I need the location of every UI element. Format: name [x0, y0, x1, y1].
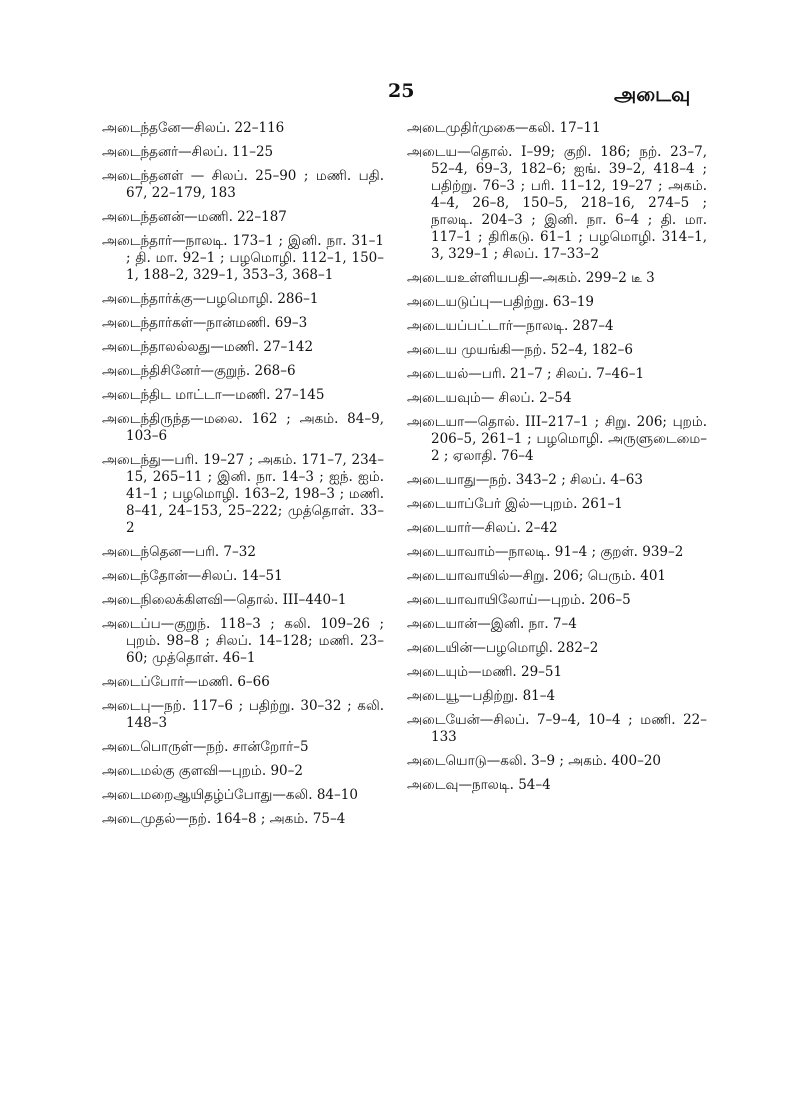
running-head: அடைவு [614, 82, 691, 106]
index-entry: அடைபு—நற். 117–6 ; பதிற்று. 30–32 ; கலி. 148–3 [102, 698, 384, 731]
index-entry: அடையாவாயிலோய்—புறம். 206–5 [407, 592, 631, 608]
index-entry: அடைமுதல்—நற். 164–8 ; அகம். 75–4 [102, 811, 346, 827]
index-entry: அடைந்தனள் — சிலப். 25–90 ; மணி. பதி. 67, 22–179, 183 [102, 168, 384, 201]
index-entry: அடைப்ப—குறுந். 118–3 ; கலி. 109–26 ; புறம். 98–8 ; சிலப். 14–128; மணி. 23–60; முத்தொள். 46–1 [102, 616, 384, 666]
index-entry: அடைபொருள்—நற். சான்றோர்–5 [102, 739, 309, 755]
index-entry: அடைந்தார்கள்—நான்மணி. 69–3 [102, 315, 308, 331]
index-entry: அடையஉள்ளியபதி—அகம். 299–2 டீ 3 [407, 270, 655, 286]
index-entry: அடைய—தொல். I–99; குறி. 186; நற். 23–7, 52–4, 69–3, 182–6; ஐங். 39–2, 418–4 ; பதிற்று. 76–3 ; பரி. 11–12, 19–27 ; அகம். 4–4, 26–8, 150–5, 218–16, 274–5 ; நாலடி. 204–3 ; இனி. நா. 6–4 ; தி. மா. 117–1 ; திரிகடு. 61–1 ; பழமொழி. 314–1, 3, 329–1 ; சிலப். 17–33–2 [407, 144, 707, 262]
index-entry: அடைந்தார்—நாலடி. 173–1 ; இனி. நா. 31–1 ; தி. மா. 92–1 ; பழமொழி. 112–1, 150–1, 188–2, 329–1, 353–3, 368–1 [102, 233, 384, 283]
index-entry: அடைவு—நாலடி. 54–4 [407, 777, 551, 793]
index-entry: அடைமுதிர்முகை—கலி. 17–11 [407, 120, 601, 136]
index-entry: அடைமறைஆயிதழ்ப்போது—கலி. 84–10 [102, 787, 358, 803]
index-entry: அடையா—தொல். III–217–1 ; சிறு. 206; புறம். 206–5, 261–1 ; பழமொழி. அருளுடைமை–2 ; ஏலாதி. 76–4 [407, 414, 707, 464]
index-entry: அடையாப்பேர் இல்—புறம். 261–1 [407, 496, 623, 512]
index-entry: அடையின்—பழமொழி. 282–2 [407, 640, 599, 656]
index-entry: அடையப்பட்டார்—நாலடி. 287–4 [407, 318, 614, 334]
index-entry: அடையல்—பரி. 21–7 ; சிலப். 7–46–1 [407, 366, 645, 382]
right-column [407, 120, 707, 801]
index-entry: அடையாவாயில்—சிறு. 206; பெரும். 401 [407, 568, 667, 584]
index-entry: அடைந்திட மாட்டா—மணி. 27–145 [102, 387, 325, 403]
index-entry: அடைந்தோன்—சிலப். 14–51 [102, 568, 283, 584]
index-entry: அடையான்—இனி. நா. 7–4 [407, 616, 577, 632]
index-entry: அடைந்தார்க்கு—பழமொழி. 286–1 [102, 291, 319, 307]
index-entry: அடைப்போர்—மணி. 6–66 [102, 674, 270, 690]
index-entry: அடைந்திசினேர்—குறுந். 268–6 [102, 363, 296, 379]
index-entry: அடைந்திருந்த—மலை. 162 ; அகம். 84–9, 103–6 [102, 411, 384, 444]
index-entry: அடையாது—நற். 343–2 ; சிலப். 4–63 [407, 472, 643, 488]
index-entry: அடைந்தனர்—சிலப். 11–25 [102, 144, 274, 160]
index-entry: அடையவும்— சிலப். 2–54 [407, 390, 572, 406]
index-entry: அடைந்து—பரி. 19–27 ; அகம். 171–7, 234–15, 265–11 ; இனி. நா. 14–3 ; ஐந். ஐம். 41–1 ; பழமொழி. 163–2, 198–3 ; மணி. 8–41, 24–153, 25–222; முத்தொள். 33–2 [102, 452, 384, 536]
index-entry: அடைந்தென—பரி. 7–32 [102, 544, 256, 560]
index-entry: அடையொடு—கலி. 3–9 ; அகம். 400–20 [407, 753, 662, 769]
index-entry: அடையேன்—சிலப். 7–9–4, 10–4 ; மணி. 22–133 [407, 712, 707, 745]
index-entry: அடையாவாம்—நாலடி. 91–4 ; குறள். 939–2 [407, 544, 684, 560]
left-column [102, 120, 384, 835]
index-entry: அடைய முயங்கி—நற். 52–4, 182–6 [407, 342, 633, 358]
index-entry: அடைமல்கு குளவி—புறம். 90–2 [102, 763, 303, 779]
index-entry: அடையும்—மணி. 29–51 [407, 664, 563, 680]
index-entry: அடைநிலைக்கிளவி—தொல். III–440–1 [102, 592, 347, 608]
index-entry: அடையூ—பதிற்று. 81–4 [407, 688, 556, 704]
page-number: 25 [388, 80, 415, 102]
index-entry: அடையார்—சிலப். 2–42 [407, 520, 558, 536]
index-entry: அடைந்தாலல்லது—மணி. 27–142 [102, 339, 314, 355]
index-entry: அடையடுப்பு—பதிற்று. 63–19 [407, 294, 595, 310]
index-entry: அடைந்தனே—சிலப். 22–116 [102, 120, 285, 136]
index-entry: அடைந்தனன்—மணி. 22–187 [102, 209, 287, 225]
